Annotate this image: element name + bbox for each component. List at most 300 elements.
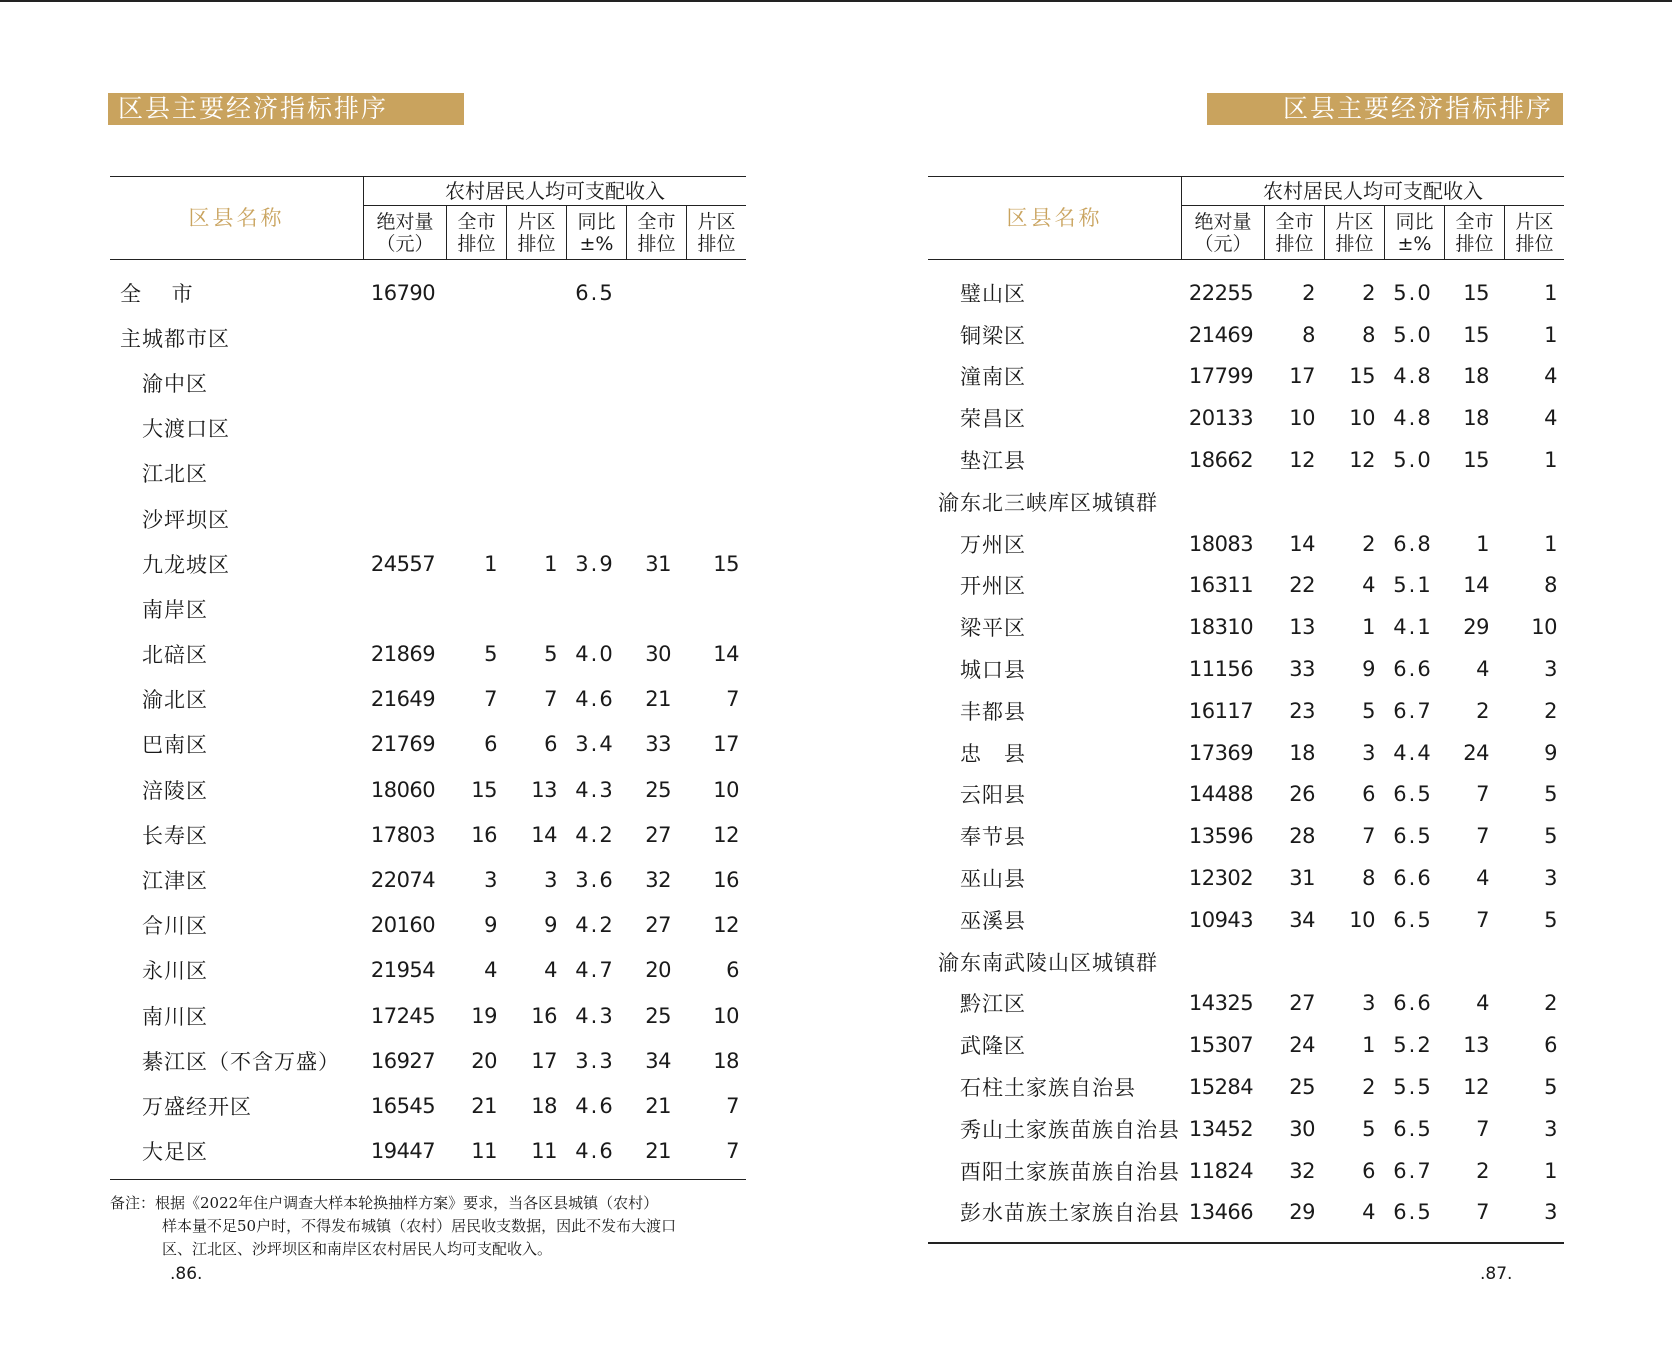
table-row bbox=[110, 722, 746, 767]
col-header-yoy: 同比 ±% bbox=[1384, 206, 1444, 259]
yoy-city-rank-cell: 7 bbox=[1476, 907, 1489, 932]
district-name: 万州区 bbox=[960, 532, 1026, 557]
yoy-change-cell: 6.8 bbox=[1393, 531, 1433, 556]
yoy-change-cell: 6.7 bbox=[1393, 1158, 1433, 1183]
district-name: 武隆区 bbox=[960, 1034, 1026, 1059]
table-row bbox=[110, 812, 746, 857]
income-value-cell: 18083 bbox=[1188, 531, 1254, 556]
region-rank-cell: 3 bbox=[1362, 740, 1375, 765]
yoy-city-rank-cell: 34 bbox=[645, 1048, 671, 1073]
district-name: 荣昌区 bbox=[960, 407, 1026, 432]
district-name: 城口县 bbox=[960, 658, 1026, 683]
yoy-region-rank-cell: 3 bbox=[1544, 1200, 1557, 1225]
yoy-city-rank-cell: 21 bbox=[645, 1093, 671, 1118]
yoy-region-rank-cell: 2 bbox=[1544, 991, 1557, 1016]
yoy-change-cell: 6.5 bbox=[1393, 907, 1433, 932]
yoy-change-cell: 3.3 bbox=[575, 1048, 615, 1073]
region-rank-cell: 5 bbox=[1362, 698, 1375, 723]
income-value-cell: 21869 bbox=[370, 642, 436, 667]
yoy-city-rank-cell: 7 bbox=[1476, 1200, 1489, 1225]
table-row bbox=[928, 314, 1564, 356]
district-name: 全 市 bbox=[120, 281, 194, 306]
table-row bbox=[928, 690, 1564, 732]
yoy-region-rank-cell: 1 bbox=[1544, 1158, 1557, 1183]
income-value-cell: 21769 bbox=[370, 732, 436, 757]
district-name: 铜梁区 bbox=[960, 323, 1026, 348]
district-name: 涪陵区 bbox=[142, 778, 208, 803]
city-rank-cell: 18 bbox=[1289, 740, 1315, 765]
table-row bbox=[110, 677, 746, 722]
district-name: 垫江县 bbox=[960, 449, 1026, 474]
footnote-line: 样本量不足50户时，不得发布城镇（农村）居民收支数据，因此不发布大渡口 bbox=[162, 1217, 677, 1235]
city-rank-cell: 21 bbox=[471, 1093, 497, 1118]
region-rank-cell: 2 bbox=[1362, 531, 1375, 556]
yoy-region-rank-cell: 1 bbox=[1544, 322, 1557, 347]
region-rank-cell: 4 bbox=[544, 958, 557, 983]
group-row bbox=[928, 481, 1564, 523]
district-name: 潼南区 bbox=[960, 365, 1026, 390]
city-rank-cell: 10 bbox=[1289, 406, 1315, 431]
region-rank-cell: 8 bbox=[1362, 866, 1375, 891]
yoy-region-rank-cell: 12 bbox=[713, 913, 739, 938]
yoy-city-rank-cell: 15 bbox=[1463, 322, 1489, 347]
yoy-change-cell: 5.0 bbox=[1393, 280, 1433, 305]
income-value-cell: 16927 bbox=[370, 1048, 436, 1073]
income-value-cell: 19447 bbox=[370, 1139, 436, 1164]
income-value-cell: 21469 bbox=[1188, 322, 1254, 347]
city-rank-cell: 24 bbox=[1289, 1033, 1315, 1058]
yoy-change-cell: 4.6 bbox=[575, 687, 615, 712]
yoy-change-cell: 6.7 bbox=[1393, 698, 1433, 723]
group-row bbox=[928, 941, 1564, 983]
table-row bbox=[928, 732, 1564, 774]
table-row bbox=[928, 565, 1564, 607]
city-rank-cell: 2 bbox=[1302, 280, 1315, 305]
table-bottom-rule bbox=[928, 1242, 1564, 1244]
income-value-cell: 16117 bbox=[1188, 698, 1254, 723]
yoy-city-rank-cell: 21 bbox=[645, 1139, 671, 1164]
table-row bbox=[110, 1038, 746, 1083]
yoy-region-rank-cell: 2 bbox=[1544, 698, 1557, 723]
city-rank-cell: 28 bbox=[1289, 824, 1315, 849]
district-name: 酉阳土家族苗族自治县 bbox=[960, 1159, 1180, 1184]
yoy-region-rank-cell: 7 bbox=[726, 687, 739, 712]
district-name: 彭水苗族土家族自治县 bbox=[960, 1201, 1180, 1226]
district-name-header: 区县名称 bbox=[188, 206, 285, 230]
income-value-cell: 15284 bbox=[1188, 1075, 1254, 1100]
col-header-yoy-region-rank: 片区 排位 bbox=[686, 206, 746, 259]
yoy-city-rank-cell: 33 bbox=[645, 732, 671, 757]
yoy-region-rank-cell: 12 bbox=[713, 822, 739, 847]
income-value-cell: 21954 bbox=[370, 958, 436, 983]
table-row bbox=[110, 1083, 746, 1128]
yoy-city-rank-cell: 13 bbox=[1463, 1033, 1489, 1058]
left-table-body bbox=[110, 260, 746, 1174]
district-name-header: 区县名称 bbox=[1006, 206, 1103, 230]
district-name: 沙坪坝区 bbox=[142, 507, 230, 532]
table-row bbox=[110, 451, 746, 496]
section-banner-right: 区县主要经济指标排序 bbox=[1207, 93, 1563, 125]
footnote bbox=[110, 1192, 760, 1261]
district-name: 丰都县 bbox=[960, 699, 1026, 724]
yoy-change-cell: 5.0 bbox=[1393, 322, 1433, 347]
yoy-region-rank-cell: 3 bbox=[1544, 866, 1557, 891]
right-page-table bbox=[928, 176, 1564, 1244]
region-rank-cell: 15 bbox=[1349, 364, 1375, 389]
city-rank-cell: 3 bbox=[484, 868, 497, 893]
yoy-city-rank-cell: 12 bbox=[1463, 1075, 1489, 1100]
rural-income-group-header: 农村居民人均可支配收入 bbox=[364, 177, 746, 206]
yoy-city-rank-cell: 4 bbox=[1476, 657, 1489, 682]
region-rank-cell: 10 bbox=[1349, 907, 1375, 932]
city-rank-cell: 23 bbox=[1289, 698, 1315, 723]
district-name: 巫山县 bbox=[960, 867, 1026, 892]
table-row bbox=[928, 523, 1564, 565]
district-name: 主城都市区 bbox=[120, 326, 230, 351]
region-rank-cell: 12 bbox=[1349, 448, 1375, 473]
district-name: 江津区 bbox=[142, 869, 208, 894]
district-name: 秀山土家族苗族自治县 bbox=[960, 1117, 1180, 1142]
region-rank-cell: 6 bbox=[544, 732, 557, 757]
income-value-cell: 21649 bbox=[370, 687, 436, 712]
region-rank-cell: 1 bbox=[544, 551, 557, 576]
income-value-cell: 12302 bbox=[1188, 866, 1254, 891]
yoy-city-rank-cell: 27 bbox=[645, 822, 671, 847]
city-rank-cell: 30 bbox=[1289, 1116, 1315, 1141]
district-name: 合川区 bbox=[142, 914, 208, 939]
table-row bbox=[110, 496, 746, 541]
yoy-region-rank-cell: 14 bbox=[713, 642, 739, 667]
yoy-region-rank-cell: 3 bbox=[1544, 1116, 1557, 1141]
income-value-cell: 20133 bbox=[1188, 406, 1254, 431]
table-row bbox=[928, 815, 1564, 857]
region-rank-cell: 3 bbox=[544, 868, 557, 893]
region-rank-cell: 5 bbox=[544, 642, 557, 667]
region-rank-cell: 8 bbox=[1362, 322, 1375, 347]
yoy-city-rank-cell: 15 bbox=[1463, 280, 1489, 305]
region-rank-cell: 10 bbox=[1349, 406, 1375, 431]
yoy-change-cell: 5.1 bbox=[1393, 573, 1433, 598]
city-rank-cell: 29 bbox=[1289, 1200, 1315, 1225]
city-rank-cell: 12 bbox=[1289, 448, 1315, 473]
yoy-change-cell: 6.6 bbox=[1393, 657, 1433, 682]
table-row bbox=[110, 360, 746, 405]
table-row bbox=[928, 1066, 1564, 1108]
yoy-city-rank-cell: 25 bbox=[645, 777, 671, 802]
income-value-cell: 18060 bbox=[370, 777, 436, 802]
region-rank-cell: 9 bbox=[544, 913, 557, 938]
yoy-change-cell: 5.2 bbox=[1393, 1033, 1433, 1058]
income-value-cell: 14488 bbox=[1188, 782, 1254, 807]
yoy-city-rank-cell: 29 bbox=[1463, 615, 1489, 640]
yoy-change-cell: 4.2 bbox=[575, 822, 615, 847]
income-value-cell: 13452 bbox=[1188, 1116, 1254, 1141]
page-number-right: .87. bbox=[1480, 1264, 1513, 1284]
city-rank-cell: 7 bbox=[484, 687, 497, 712]
region-rank-cell: 3 bbox=[1362, 991, 1375, 1016]
district-name: 开州区 bbox=[960, 574, 1026, 599]
yoy-city-rank-cell: 30 bbox=[645, 642, 671, 667]
yoy-city-rank-cell: 25 bbox=[645, 1003, 671, 1028]
yoy-change-cell: 4.0 bbox=[575, 642, 615, 667]
region-rank-cell: 14 bbox=[531, 822, 557, 847]
yoy-region-rank-cell: 1 bbox=[1544, 448, 1557, 473]
table-row bbox=[110, 767, 746, 812]
table-row bbox=[928, 899, 1564, 941]
district-name: 江北区 bbox=[142, 462, 208, 487]
region-rank-cell: 2 bbox=[1362, 1075, 1375, 1100]
city-rank-cell: 14 bbox=[1289, 531, 1315, 556]
yoy-city-rank-cell: 32 bbox=[645, 868, 671, 893]
city-rank-cell: 13 bbox=[1289, 615, 1315, 640]
left-page-table bbox=[110, 176, 746, 1180]
table-bottom-rule bbox=[110, 1179, 746, 1181]
income-value-cell: 15307 bbox=[1188, 1033, 1254, 1058]
sub-column-headers bbox=[1182, 206, 1564, 259]
income-value-cell: 22255 bbox=[1188, 280, 1254, 305]
col-header-absolute: 绝对量 （元） bbox=[1194, 210, 1252, 255]
district-name: 梁平区 bbox=[960, 616, 1026, 641]
region-rank-cell: 16 bbox=[531, 1003, 557, 1028]
city-rank-cell: 9 bbox=[484, 913, 497, 938]
income-value-cell: 18662 bbox=[1188, 448, 1254, 473]
table-row bbox=[928, 857, 1564, 899]
table-row bbox=[928, 439, 1564, 481]
yoy-change-cell: 3.6 bbox=[575, 868, 615, 893]
income-value-cell: 10943 bbox=[1188, 907, 1254, 932]
income-value-cell: 20160 bbox=[370, 913, 436, 938]
col-header-region-rank: 片区 排位 bbox=[506, 206, 566, 259]
page-number-left: .86. bbox=[170, 1264, 203, 1284]
city-rank-cell: 31 bbox=[1289, 866, 1315, 891]
col-header-absolute: 绝对量 （元） bbox=[376, 210, 434, 255]
yoy-change-cell: 4.4 bbox=[1393, 740, 1433, 765]
region-rank-cell: 7 bbox=[1362, 824, 1375, 849]
region-rank-cell: 7 bbox=[544, 687, 557, 712]
district-name: 南岸区 bbox=[142, 597, 208, 622]
income-value-cell: 24557 bbox=[370, 551, 436, 576]
income-value-cell: 13596 bbox=[1188, 824, 1254, 849]
city-rank-cell: 6 bbox=[484, 732, 497, 757]
table-row bbox=[110, 1129, 746, 1174]
yoy-city-rank-cell: 7 bbox=[1476, 824, 1489, 849]
region-rank-cell: 13 bbox=[531, 777, 557, 802]
yoy-region-rank-cell: 4 bbox=[1544, 364, 1557, 389]
income-value-cell: 17799 bbox=[1188, 364, 1254, 389]
col-header-yoy-region-rank: 片区 排位 bbox=[1504, 206, 1564, 259]
yoy-change-cell: 6.5 bbox=[1393, 782, 1433, 807]
region-rank-cell: 11 bbox=[531, 1139, 557, 1164]
region-rank-cell: 4 bbox=[1362, 1200, 1375, 1225]
yoy-region-rank-cell: 9 bbox=[1544, 740, 1557, 765]
city-rank-cell: 32 bbox=[1289, 1158, 1315, 1183]
district-name: 云阳县 bbox=[960, 783, 1026, 808]
income-value-cell: 16311 bbox=[1188, 573, 1254, 598]
district-name: 黔江区 bbox=[960, 992, 1026, 1017]
yoy-region-rank-cell: 15 bbox=[713, 551, 739, 576]
yoy-city-rank-cell: 18 bbox=[1463, 406, 1489, 431]
income-value-cell: 17245 bbox=[370, 1003, 436, 1028]
table-row bbox=[110, 586, 746, 631]
region-rank-cell: 6 bbox=[1362, 1158, 1375, 1183]
table-row bbox=[110, 632, 746, 677]
col-header-yoy: 同比 ±% bbox=[566, 206, 626, 259]
col-header-city-rank: 全市 排位 bbox=[1264, 206, 1324, 259]
yoy-change-cell: 4.3 bbox=[575, 1003, 615, 1028]
region-rank-cell: 1 bbox=[1362, 615, 1375, 640]
region-rank-cell: 1 bbox=[1362, 1033, 1375, 1058]
income-value-cell: 17803 bbox=[370, 822, 436, 847]
district-name: 南川区 bbox=[142, 1004, 208, 1029]
sub-column-headers bbox=[364, 206, 746, 259]
table-row bbox=[928, 1024, 1564, 1066]
footnote-line: 备注：根据《2022年住户调查大样本轮换抽样方案》要求，当各区县城镇（农村） bbox=[110, 1194, 659, 1212]
yoy-change-cell: 6.5 bbox=[575, 280, 615, 305]
yoy-city-rank-cell: 4 bbox=[1476, 866, 1489, 891]
footnote-line: 区、江北区、沙坪坝区和南岸区农村居民人均可支配收入。 bbox=[162, 1240, 553, 1258]
district-name: 璧山区 bbox=[960, 281, 1026, 306]
city-rank-cell: 27 bbox=[1289, 991, 1315, 1016]
income-value-cell: 14325 bbox=[1188, 991, 1254, 1016]
yoy-change-cell: 6.6 bbox=[1393, 991, 1433, 1016]
yoy-change-cell: 6.5 bbox=[1393, 824, 1433, 849]
region-rank-cell: 18 bbox=[531, 1093, 557, 1118]
yoy-region-rank-cell: 5 bbox=[1544, 824, 1557, 849]
yoy-city-rank-cell: 2 bbox=[1476, 698, 1489, 723]
table-row bbox=[928, 1108, 1564, 1150]
col-header-region-rank: 片区 排位 bbox=[1324, 206, 1384, 259]
yoy-city-rank-cell: 7 bbox=[1476, 782, 1489, 807]
income-value-cell: 11156 bbox=[1188, 657, 1254, 682]
yoy-city-rank-cell: 15 bbox=[1463, 448, 1489, 473]
district-name: 渝北区 bbox=[142, 688, 208, 713]
income-value-cell: 16545 bbox=[370, 1093, 436, 1118]
section-banner-left: 区县主要经济指标排序 bbox=[108, 93, 464, 125]
table-row bbox=[110, 541, 746, 586]
district-name: 渝东南武陵山区城镇群 bbox=[938, 950, 1158, 975]
table-header bbox=[928, 176, 1564, 260]
table-row bbox=[110, 948, 746, 993]
yoy-change-cell: 3.4 bbox=[575, 732, 615, 757]
yoy-change-cell: 5.5 bbox=[1393, 1075, 1433, 1100]
yoy-region-rank-cell: 10 bbox=[713, 1003, 739, 1028]
yoy-change-cell: 5.0 bbox=[1393, 448, 1433, 473]
top-border-line bbox=[0, 0, 1672, 2]
yoy-region-rank-cell: 5 bbox=[1544, 1075, 1557, 1100]
yoy-city-rank-cell: 24 bbox=[1463, 740, 1489, 765]
district-name: 永川区 bbox=[142, 959, 208, 984]
yoy-region-rank-cell: 5 bbox=[1544, 907, 1557, 932]
region-rank-cell: 17 bbox=[531, 1048, 557, 1073]
yoy-city-rank-cell: 27 bbox=[645, 913, 671, 938]
table-row bbox=[110, 903, 746, 948]
yoy-region-rank-cell: 3 bbox=[1544, 657, 1557, 682]
district-name: 万盛经开区 bbox=[142, 1094, 252, 1119]
table-row bbox=[110, 993, 746, 1038]
income-value-cell: 17369 bbox=[1188, 740, 1254, 765]
yoy-change-cell: 4.7 bbox=[575, 958, 615, 983]
city-rank-cell: 17 bbox=[1289, 364, 1315, 389]
yoy-change-cell: 6.5 bbox=[1393, 1200, 1433, 1225]
yoy-city-rank-cell: 14 bbox=[1463, 573, 1489, 598]
col-header-yoy-city-rank: 全市 排位 bbox=[626, 206, 686, 259]
yoy-change-cell: 4.6 bbox=[575, 1093, 615, 1118]
table-row bbox=[928, 397, 1564, 439]
city-rank-cell: 5 bbox=[484, 642, 497, 667]
yoy-region-rank-cell: 5 bbox=[1544, 782, 1557, 807]
yoy-change-cell: 4.6 bbox=[575, 1139, 615, 1164]
yoy-region-rank-cell: 17 bbox=[713, 732, 739, 757]
yoy-city-rank-cell: 31 bbox=[645, 551, 671, 576]
table-row bbox=[928, 606, 1564, 648]
income-value-cell: 18310 bbox=[1188, 615, 1254, 640]
yoy-city-rank-cell: 18 bbox=[1463, 364, 1489, 389]
yoy-region-rank-cell: 4 bbox=[1544, 406, 1557, 431]
district-name: 九龙坡区 bbox=[142, 552, 230, 577]
district-name: 巴南区 bbox=[142, 733, 208, 758]
city-rank-cell: 19 bbox=[471, 1003, 497, 1028]
district-name: 渝中区 bbox=[142, 371, 208, 396]
district-name: 石柱土家族自治县 bbox=[960, 1076, 1136, 1101]
city-rank-cell: 8 bbox=[1302, 322, 1315, 347]
city-rank-cell: 20 bbox=[471, 1048, 497, 1073]
district-name: 大渡口区 bbox=[142, 417, 230, 442]
yoy-region-rank-cell: 18 bbox=[713, 1048, 739, 1073]
table-row bbox=[928, 648, 1564, 690]
yoy-change-cell: 4.8 bbox=[1393, 364, 1433, 389]
yoy-region-rank-cell: 7 bbox=[726, 1139, 739, 1164]
income-value-cell: 22074 bbox=[370, 868, 436, 893]
yoy-city-rank-cell: 7 bbox=[1476, 1116, 1489, 1141]
rural-income-group-header: 农村居民人均可支配收入 bbox=[1182, 177, 1564, 206]
yoy-city-rank-cell: 1 bbox=[1476, 531, 1489, 556]
city-rank-cell: 22 bbox=[1289, 573, 1315, 598]
city-rank-cell: 26 bbox=[1289, 782, 1315, 807]
yoy-city-rank-cell: 4 bbox=[1476, 991, 1489, 1016]
yoy-region-rank-cell: 16 bbox=[713, 868, 739, 893]
city-rank-cell: 1 bbox=[484, 551, 497, 576]
district-name: 巫溪县 bbox=[960, 908, 1026, 933]
table-row bbox=[110, 857, 746, 902]
region-rank-cell: 6 bbox=[1362, 782, 1375, 807]
yoy-region-rank-cell: 10 bbox=[1531, 615, 1557, 640]
table-row bbox=[928, 774, 1564, 816]
col-header-city-rank: 全市 排位 bbox=[446, 206, 506, 259]
yoy-region-rank-cell: 7 bbox=[726, 1093, 739, 1118]
table-row bbox=[928, 1192, 1564, 1234]
table-row bbox=[928, 272, 1564, 314]
income-value-cell: 13466 bbox=[1188, 1200, 1254, 1225]
yoy-change-cell: 6.6 bbox=[1393, 866, 1433, 891]
city-rank-cell: 34 bbox=[1289, 907, 1315, 932]
district-name: 渝东北三峡库区城镇群 bbox=[938, 490, 1158, 515]
district-name: 奉节县 bbox=[960, 825, 1026, 850]
yoy-change-cell: 4.3 bbox=[575, 777, 615, 802]
yoy-region-rank-cell: 8 bbox=[1544, 573, 1557, 598]
yoy-region-rank-cell: 6 bbox=[1544, 1033, 1557, 1058]
region-rank-cell: 2 bbox=[1362, 280, 1375, 305]
district-name: 綦江区（不含万盛） bbox=[142, 1049, 340, 1074]
yoy-region-rank-cell: 10 bbox=[713, 777, 739, 802]
table-row bbox=[928, 983, 1564, 1025]
district-name: 北碚区 bbox=[142, 643, 208, 668]
yoy-city-rank-cell: 2 bbox=[1476, 1158, 1489, 1183]
table-header bbox=[110, 176, 746, 260]
yoy-change-cell: 3.9 bbox=[575, 551, 615, 576]
table-row bbox=[928, 1150, 1564, 1192]
district-name: 长寿区 bbox=[142, 823, 208, 848]
region-rank-cell: 4 bbox=[1362, 573, 1375, 598]
